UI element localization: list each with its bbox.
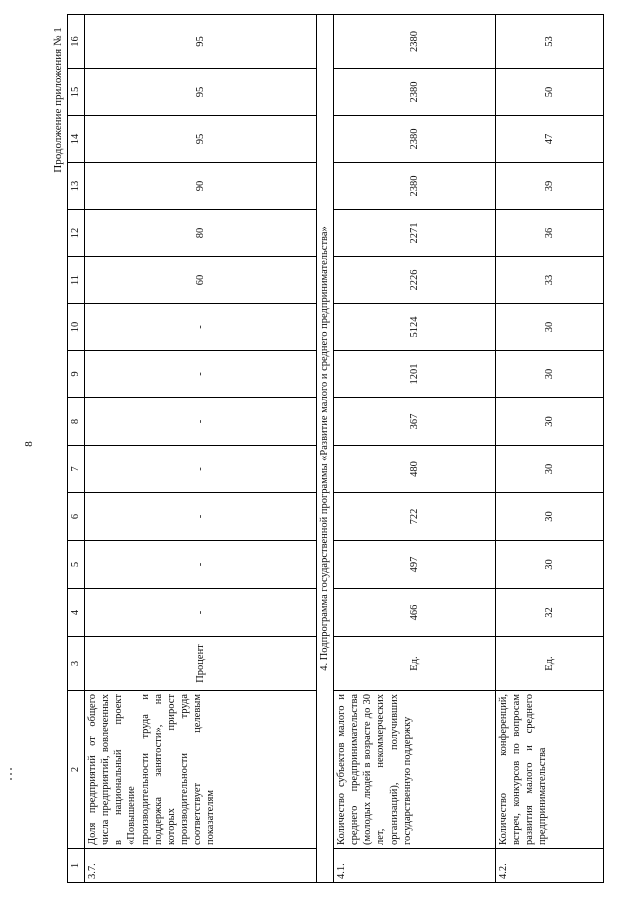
value-cell: 95 bbox=[85, 15, 317, 69]
continuation-label bbox=[50, 10, 66, 190]
value-cell: 95 bbox=[85, 69, 317, 116]
header-cell: 13 bbox=[68, 163, 85, 210]
value-cell: - bbox=[85, 351, 317, 398]
value-cell: 33 bbox=[496, 257, 604, 304]
indicator-name: Доля предприятий от общего числа предприятий, вовлеченных в национальный проект «Повышение производительности труда и поддержка занятости», на которых прирост производительности труда соответствует целевым показателям bbox=[85, 691, 317, 849]
header-cell: 2 bbox=[68, 691, 85, 849]
header-cell: 8 bbox=[68, 398, 85, 446]
header-cell: 5 bbox=[68, 541, 85, 589]
header-cell: 14 bbox=[68, 116, 85, 163]
value-cell: - bbox=[85, 589, 317, 637]
margin-marks bbox=[10, 768, 12, 780]
value-cell: 47 bbox=[496, 116, 604, 163]
header-row bbox=[68, 15, 85, 883]
value-cell: 2380 bbox=[334, 69, 496, 116]
row-number: 4.2. bbox=[496, 849, 604, 883]
header-cell: 9 bbox=[68, 351, 85, 398]
value-cell: 30 bbox=[496, 493, 604, 541]
table-row-4-2 bbox=[496, 15, 604, 883]
value-cell: 95 bbox=[85, 116, 317, 163]
value-cell: 60 bbox=[85, 257, 317, 304]
value-cell: 36 bbox=[496, 210, 604, 257]
value-cell: 5124 bbox=[334, 304, 496, 351]
indicator-table-wrapper bbox=[67, 15, 601, 883]
value-cell: - bbox=[85, 493, 317, 541]
header-cell: 7 bbox=[68, 446, 85, 493]
value-cell: 2226 bbox=[334, 257, 496, 304]
unit-cell: Процент bbox=[85, 637, 317, 691]
unit-cell: Ед. bbox=[334, 637, 496, 691]
value-cell: 50 bbox=[496, 69, 604, 116]
value-cell: 30 bbox=[496, 541, 604, 589]
unit-cell: Ед. bbox=[496, 637, 604, 691]
header-cell: 4 bbox=[68, 589, 85, 637]
value-cell: 2380 bbox=[334, 15, 496, 69]
value-cell: 80 bbox=[85, 210, 317, 257]
page-number: 8 bbox=[22, 441, 35, 447]
value-cell: 30 bbox=[496, 304, 604, 351]
continuation-label-text: Продолжение приложения № 1 bbox=[52, 27, 64, 173]
table-row-4-1 bbox=[334, 15, 496, 883]
value-cell: 53 bbox=[496, 15, 604, 69]
value-cell: 90 bbox=[85, 163, 317, 210]
indicator-name: Количество субъектов малого и среднего предпринимательства (молодых людей в возрасте до 30 лет, некоммерческих организаций), получивших государственную поддержку bbox=[334, 691, 496, 849]
value-cell: 30 bbox=[496, 446, 604, 493]
header-cell: 10 bbox=[68, 304, 85, 351]
value-cell: 722 bbox=[334, 493, 496, 541]
header-cell: 6 bbox=[68, 493, 85, 541]
header-cell: 1 bbox=[68, 849, 85, 883]
section-row bbox=[317, 15, 334, 883]
value-cell: 367 bbox=[334, 398, 496, 446]
indicator-table bbox=[67, 14, 604, 883]
value-cell: - bbox=[85, 446, 317, 493]
header-cell: 3 bbox=[68, 637, 85, 691]
value-cell: 2271 bbox=[334, 210, 496, 257]
row-number: 4.1. bbox=[334, 849, 496, 883]
value-cell: 480 bbox=[334, 446, 496, 493]
header-cell: 16 bbox=[68, 15, 85, 69]
value-cell: 30 bbox=[496, 351, 604, 398]
value-cell: 1201 bbox=[334, 351, 496, 398]
section-title: 4. Подпрограмма государственной программы «Развитие малого и среднего предпринимательства» bbox=[317, 15, 334, 883]
value-cell: 39 bbox=[496, 163, 604, 210]
value-cell: - bbox=[85, 398, 317, 446]
header-cell: 15 bbox=[68, 69, 85, 116]
value-cell: 30 bbox=[496, 398, 604, 446]
value-cell: 466 bbox=[334, 589, 496, 637]
value-cell: - bbox=[85, 304, 317, 351]
value-cell: 497 bbox=[334, 541, 496, 589]
value-cell: 32 bbox=[496, 589, 604, 637]
header-cell: 12 bbox=[68, 210, 85, 257]
value-cell: - bbox=[85, 541, 317, 589]
value-cell: 2380 bbox=[334, 163, 496, 210]
header-cell: 11 bbox=[68, 257, 85, 304]
table-row-3-7 bbox=[85, 15, 317, 883]
row-number: 3.7. bbox=[85, 849, 317, 883]
indicator-name: Количество конференций, встреч, конкурсов по вопросам развития малого и среднего предпринимательства bbox=[496, 691, 604, 849]
value-cell: 2380 bbox=[334, 116, 496, 163]
